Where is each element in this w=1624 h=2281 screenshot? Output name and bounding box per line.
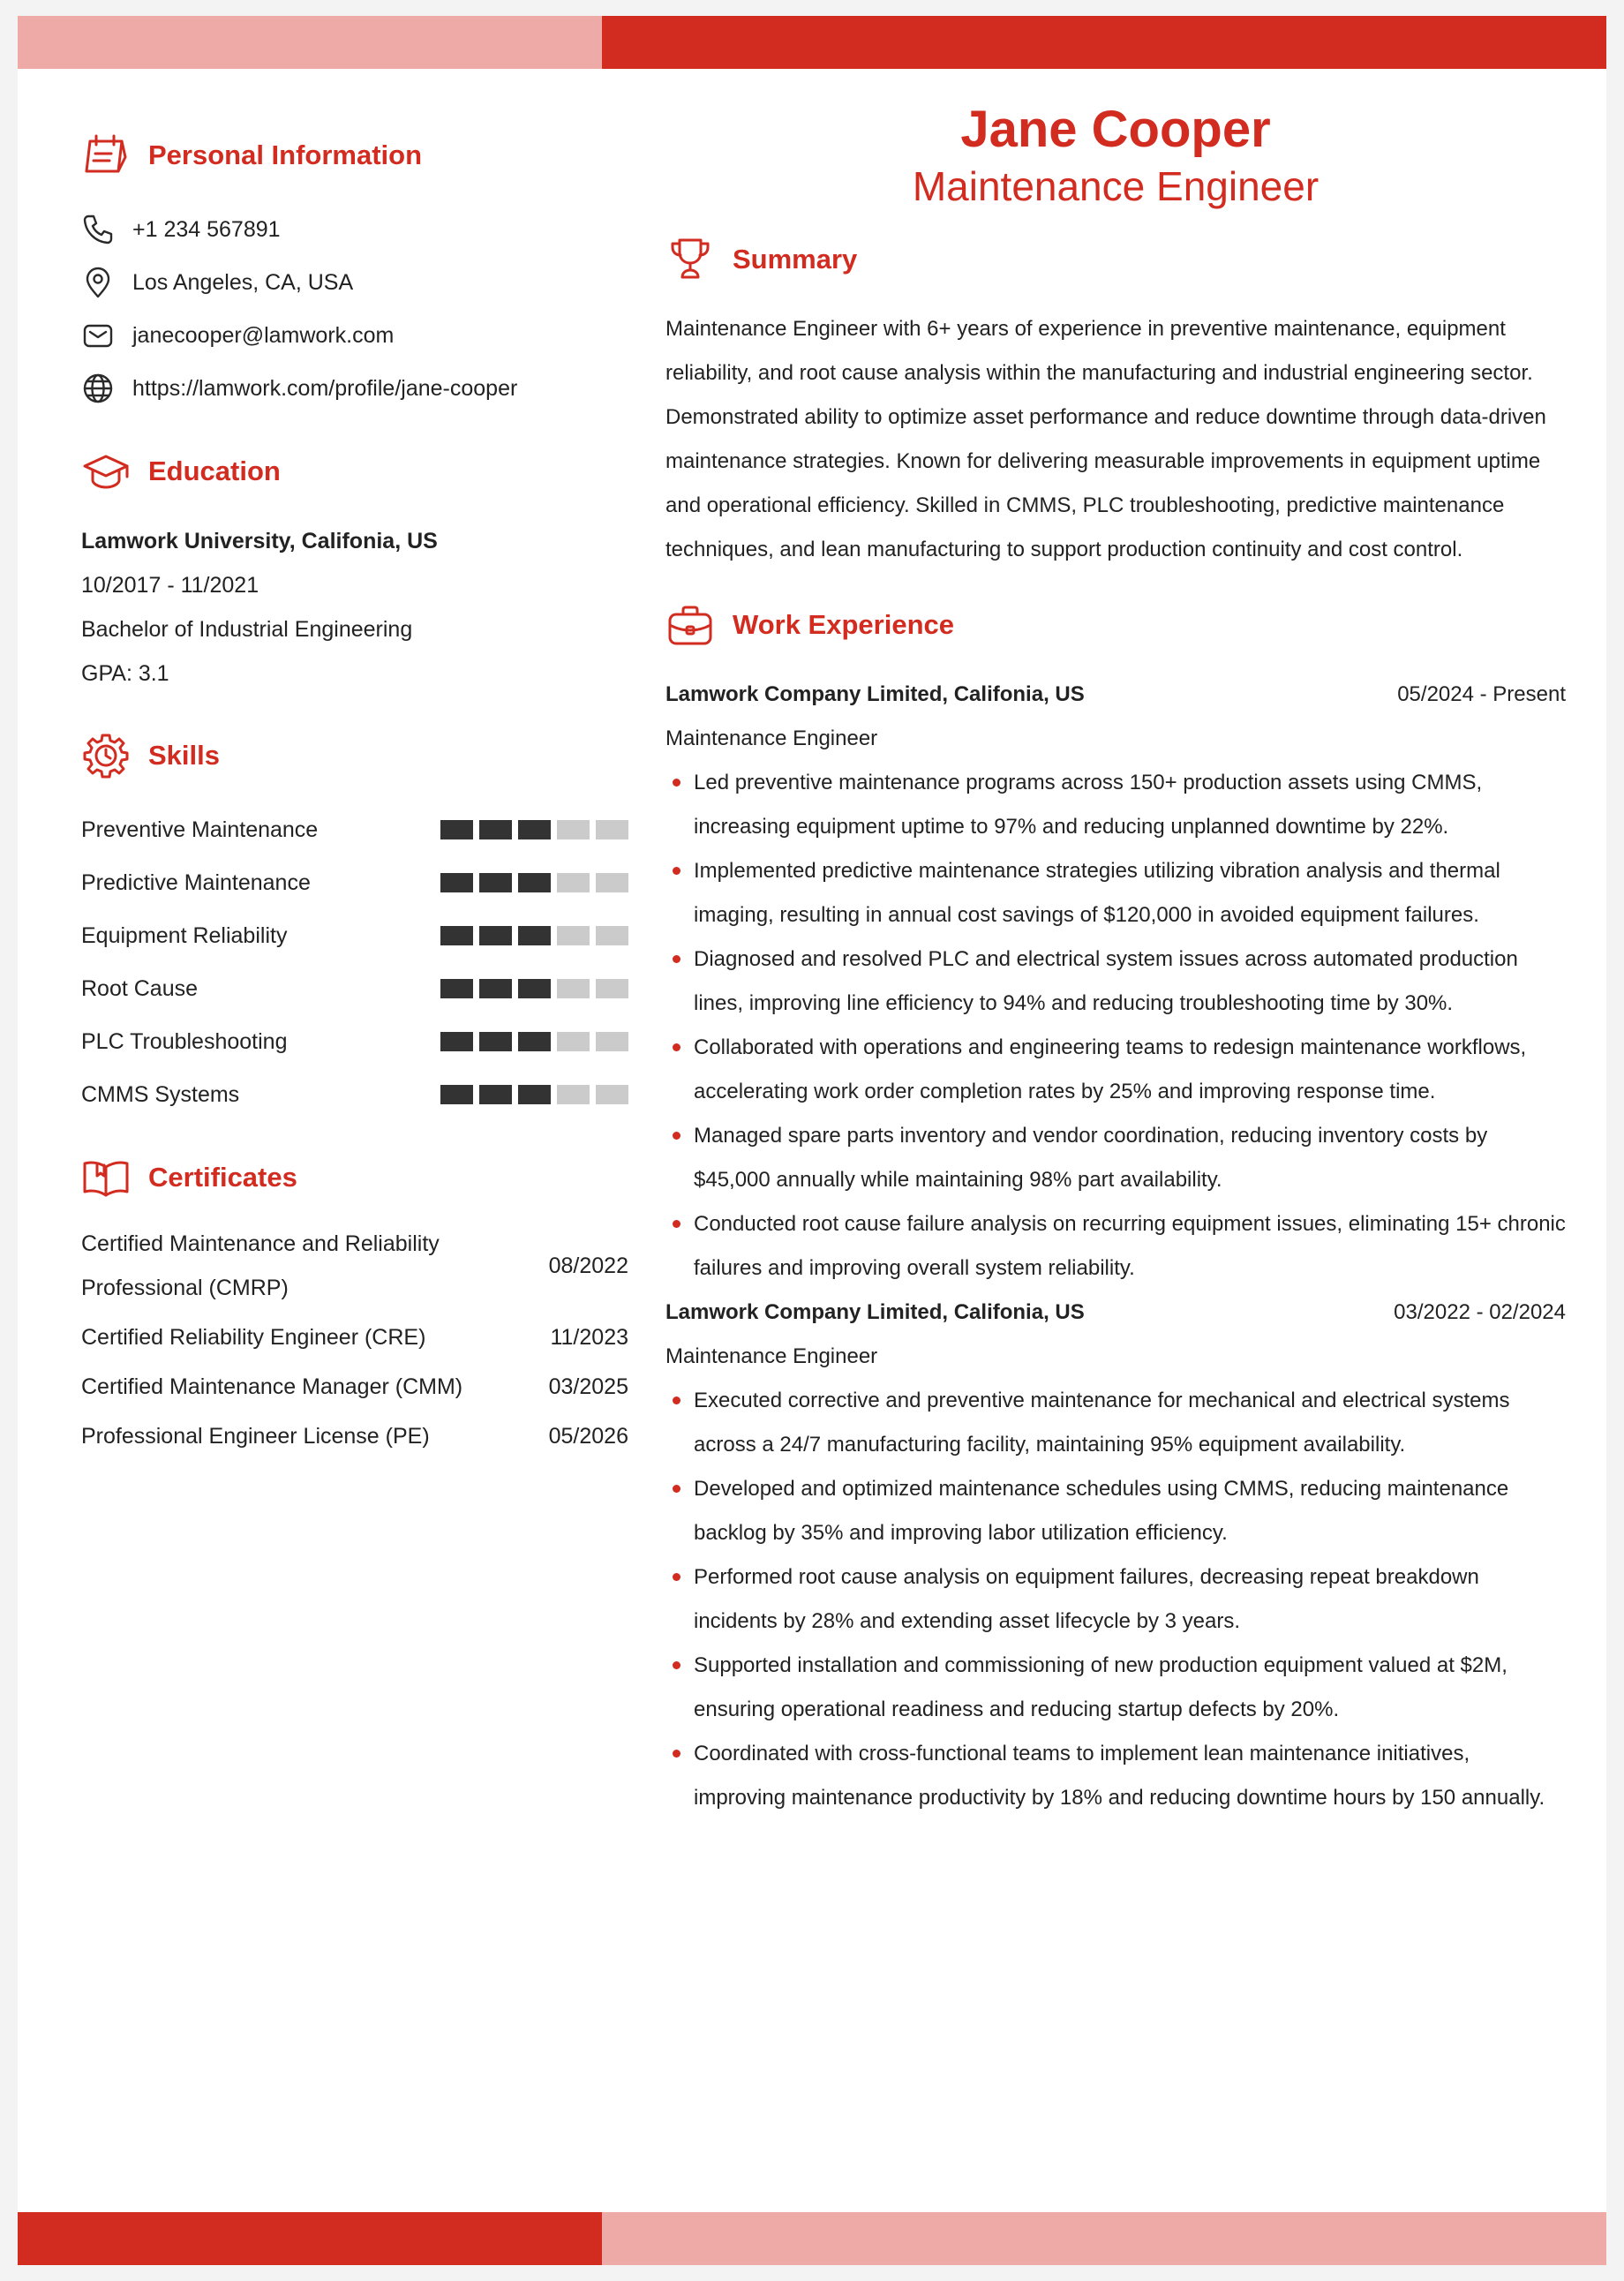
section-title: Work Experience xyxy=(733,609,954,640)
skill-level-segment xyxy=(440,926,473,945)
certificate-date: 08/2022 xyxy=(548,1253,628,1278)
certificate-name: Certified Reliability Engineer (CRE) xyxy=(81,1325,426,1350)
skill-level-segment xyxy=(596,1085,628,1104)
job-header xyxy=(665,1291,1566,1335)
skill-name: Root Cause xyxy=(81,975,199,1001)
bullet-item: Collaborated with operations and engineering teams to redesign maintenance workflows, accelerating work order completion rates by 25% and improving response time. xyxy=(665,1026,1566,1114)
summary-header xyxy=(665,233,1566,286)
certificate-row xyxy=(81,1365,628,1409)
skill-level-segment xyxy=(596,1032,628,1051)
top-band-light xyxy=(18,16,602,69)
skill-row xyxy=(81,803,628,856)
left-column xyxy=(81,129,628,1464)
gear-clock-icon xyxy=(81,731,131,780)
skill-level-segment xyxy=(518,1032,551,1051)
contact-website xyxy=(81,362,628,415)
skill-level-segment xyxy=(440,1032,473,1051)
mail-icon xyxy=(81,319,115,352)
certificate-date: 05/2026 xyxy=(548,1423,628,1449)
education-degree: Bachelor of Industrial Engineering xyxy=(81,617,413,642)
job-position: Maintenance Engineer xyxy=(665,726,878,750)
skill-level-segment xyxy=(440,820,473,839)
certificate-name: Certified Maintenance and Reliability Professional (CMRP) xyxy=(81,1231,440,1300)
section-title: Summary xyxy=(733,244,858,275)
bullet-item: Managed spare parts inventory and vendor coordination, reducing inventory costs by $45,000 annually while maintaining 98% part availability. xyxy=(665,1114,1566,1202)
certificates-list xyxy=(81,1222,628,1458)
bullet-item: Coordinated with cross-functional teams to implement lean maintenance initiatives, improving maintenance productivity by 18% and reducing downtime hours by 150 annually. xyxy=(665,1732,1566,1820)
location-text: Los Angeles, CA, USA xyxy=(132,269,354,295)
bottom-band-light xyxy=(602,2212,1606,2265)
summary-text: Maintenance Engineer with 6+ years of experience in preventive maintenance, equipment reliability, and root cause analysis within the manufacturing and industrial engineering sector. Demonstrated ability to optimize asset performance and reduce downtime through data-driven maintenance strategies. Known for delivering measurable improvements in equipment uptime and operational efficiency. Skilled in CMMS, PLC troubleshooting, predictive maintenance techniques, and lean manufacturing to support production continuity and cost control. xyxy=(665,317,1546,561)
experience-header xyxy=(665,598,1566,651)
personal-info-header xyxy=(81,129,628,182)
trophy-icon xyxy=(665,235,715,284)
certificate-name: Professional Engineer License (PE) xyxy=(81,1424,430,1449)
contact-phone xyxy=(81,203,628,256)
skill-level-bar xyxy=(440,1032,628,1051)
skill-level-segment xyxy=(557,926,590,945)
calendar-note-icon xyxy=(81,131,131,180)
bullet-item: Led preventive maintenance programs across 150+ production assets using CMMS, increasing equipment uptime to 97% and reducing unplanned downtime by 22%. xyxy=(665,761,1566,849)
education-school: Lamwork University, Califonia, US xyxy=(81,529,438,553)
job-bullets xyxy=(665,1379,1566,1820)
skill-name: Equipment Reliability xyxy=(81,922,288,948)
job-entry xyxy=(665,673,1566,1291)
job-bullets xyxy=(665,761,1566,1291)
skill-level-segment xyxy=(479,873,512,892)
job-dates: 03/2022 - 02/2024 xyxy=(1394,1300,1566,1324)
open-book-icon xyxy=(81,1153,131,1202)
bullet-item: Implemented predictive maintenance strategies utilizing vibration analysis and thermal imaging, resulting in annual cost savings of $120,000 in avoided equipment failures. xyxy=(665,849,1566,937)
education-dates: 10/2017 - 11/2021 xyxy=(81,573,259,598)
section-title: Education xyxy=(148,455,281,486)
briefcase-icon xyxy=(665,600,715,650)
certificates-header xyxy=(81,1151,628,1204)
bullet-item: Executed corrective and preventive maintenance for mechanical and electrical systems across a 24/7 manufacturing facility, maintaining 95% equipment availability. xyxy=(665,1379,1566,1467)
skill-level-segment xyxy=(518,820,551,839)
job-position: Maintenance Engineer xyxy=(665,1344,878,1368)
skill-level-segment xyxy=(518,1085,551,1104)
skill-level-bar xyxy=(440,1085,628,1104)
bullet-item: Diagnosed and resolved PLC and electrical system issues across automated production lines, improving line efficiency to 94% and reducing troubleshooting time by 30%. xyxy=(665,937,1566,1026)
skill-name: Preventive Maintenance xyxy=(81,817,319,842)
skill-level-segment xyxy=(479,820,512,839)
skill-level-segment xyxy=(557,873,590,892)
skill-level-segment xyxy=(596,873,628,892)
certificate-row xyxy=(81,1315,628,1359)
phone-icon xyxy=(81,213,115,246)
bullet-item: Developed and optimized maintenance schedules using CMMS, reducing maintenance backlog by 35% and improving labor utilization efficiency. xyxy=(665,1467,1566,1555)
job-company: Lamwork Company Limited, Califonia, US xyxy=(665,682,1085,706)
skill-level-segment xyxy=(518,926,551,945)
certificate-row xyxy=(81,1414,628,1458)
skill-name: PLC Troubleshooting xyxy=(81,1028,288,1054)
skill-level-segment xyxy=(479,1085,512,1104)
globe-icon xyxy=(81,372,115,405)
skill-level-segment xyxy=(518,873,551,892)
bottom-band-dark xyxy=(18,2212,602,2265)
section-title: Personal Information xyxy=(148,139,423,170)
skill-level-bar xyxy=(440,926,628,945)
skill-name: Predictive Maintenance xyxy=(81,869,311,895)
skill-row xyxy=(81,1068,628,1121)
certificate-date: 03/2025 xyxy=(548,1374,628,1399)
skill-level-segment xyxy=(557,1085,590,1104)
jobs-list xyxy=(665,673,1566,1820)
education-gpa: GPA: 3.1 xyxy=(81,661,169,686)
bullet-item: Conducted root cause failure analysis on recurring equipment issues, eliminating 15+ chronic failures and improving overall system reliability. xyxy=(665,1202,1566,1291)
skill-level-segment xyxy=(518,979,551,998)
skill-level-segment xyxy=(596,979,628,998)
section-title: Skills xyxy=(148,740,220,771)
skill-row xyxy=(81,909,628,962)
website-link[interactable]: https://lamwork.com/profile/jane-cooper xyxy=(132,375,518,401)
resume-page xyxy=(18,16,1606,2265)
contact-location xyxy=(81,256,628,309)
job-dates: 05/2024 - Present xyxy=(1397,682,1566,706)
skill-level-segment xyxy=(479,979,512,998)
skills-header xyxy=(81,729,628,782)
skill-row xyxy=(81,856,628,909)
education-header xyxy=(81,445,628,498)
person-role: Maintenance Engineer xyxy=(912,163,1320,209)
right-column xyxy=(665,101,1566,1820)
certificate-row xyxy=(81,1222,628,1310)
skill-level-segment xyxy=(557,979,590,998)
skills-list xyxy=(81,803,628,1121)
location-pin-icon xyxy=(81,266,115,299)
graduation-cap-icon xyxy=(81,447,131,496)
bullet-item: Supported installation and commissioning of new production equipment valued at $2M, ensuring operational readiness and reducing startup defects by 20%. xyxy=(665,1644,1566,1732)
person-name: Jane Cooper xyxy=(960,101,1271,158)
skill-level-bar xyxy=(440,873,628,892)
skill-level-segment xyxy=(440,873,473,892)
certificate-name: Certified Maintenance Manager (CMM) xyxy=(81,1374,463,1399)
top-band-dark xyxy=(602,16,1606,69)
skill-level-bar xyxy=(440,979,628,998)
skill-level-segment xyxy=(557,820,590,839)
skill-level-segment xyxy=(479,926,512,945)
job-header xyxy=(665,673,1566,717)
job-company: Lamwork Company Limited, Califonia, US xyxy=(665,1300,1085,1324)
skill-level-segment xyxy=(557,1032,590,1051)
phone-text: +1 234 567891 xyxy=(132,216,281,242)
skill-level-segment xyxy=(440,1085,473,1104)
bullet-item: Performed root cause analysis on equipment failures, decreasing repeat breakdown incidents by 28% and extending asset lifecycle by 3 years. xyxy=(665,1555,1566,1644)
job-entry xyxy=(665,1291,1566,1820)
skill-level-segment xyxy=(596,926,628,945)
contact-email xyxy=(81,309,628,362)
skill-row xyxy=(81,962,628,1015)
section-title: Certificates xyxy=(148,1162,297,1193)
certificate-date: 11/2023 xyxy=(550,1324,628,1350)
email-link[interactable]: janecooper@lamwork.com xyxy=(132,322,395,348)
skill-level-bar xyxy=(440,820,628,839)
skill-level-segment xyxy=(596,820,628,839)
skill-name: CMMS Systems xyxy=(81,1081,240,1107)
skill-level-segment xyxy=(479,1032,512,1051)
skill-row xyxy=(81,1015,628,1068)
skill-level-segment xyxy=(440,979,473,998)
